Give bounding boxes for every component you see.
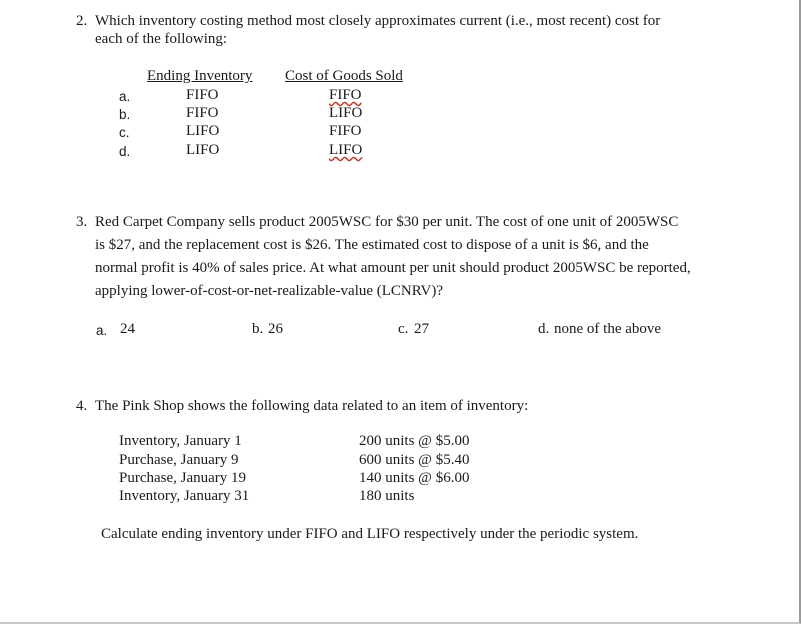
- q2-line-2: each of the following:: [95, 31, 228, 47]
- q2-row-c-cogs: FIFO: [329, 123, 362, 139]
- q3-option-a-value: 24: [120, 321, 135, 337]
- q2-col-cost-of-goods-sold: Cost of Goods Sold: [285, 68, 403, 84]
- q2-row-a-label: a.: [119, 89, 131, 104]
- q2-number: 2.: [76, 13, 88, 29]
- q4-item-1-value: 200 units @ $5.00: [359, 433, 470, 449]
- q3-option-d-value: none of the above: [554, 321, 662, 337]
- q2-row-c-ending: LIFO: [186, 123, 220, 139]
- q3-option-b-label: b.: [252, 321, 264, 337]
- q2-col-ending-inventory: Ending Inventory: [147, 68, 253, 84]
- q4-question: Calculate ending inventory under FIFO and LIFO respectively under the periodic system.: [101, 526, 639, 542]
- q3-line-1: Red Carpet Company sells product 2005WSC for $30 per unit. The cost of one unit of 2005WSC: [95, 214, 679, 230]
- q4-item-4-label: Inventory, January 31: [119, 488, 250, 504]
- q4-item-2-label: Purchase, January 9: [119, 452, 239, 468]
- q4-item-2-value: 600 units @ $5.40: [359, 452, 470, 468]
- q2-row-a-ending: FIFO: [186, 87, 219, 103]
- q3-option-d-label: d.: [538, 321, 550, 337]
- q2-row-b-cogs: LIFO: [329, 105, 363, 121]
- q3-line-3: normal profit is 40% of sales price. At what amount per unit should product 2005WSC be reported,: [95, 260, 691, 276]
- q2-row-d-label: d.: [119, 144, 131, 159]
- q4-intro: The Pink Shop shows the following data related to an item of inventory:: [95, 398, 529, 414]
- q2-row-b-ending: FIFO: [186, 105, 219, 121]
- q4-item-1-label: Inventory, January 1: [119, 433, 242, 449]
- q3-option-c-value: 27: [414, 321, 429, 337]
- q2-row-d-ending: LIFO: [186, 142, 220, 158]
- q3-number: 3.: [76, 214, 88, 230]
- q3-option-c-label: c.: [398, 321, 409, 337]
- q2-row-d-cogs: LIFO: [329, 142, 363, 158]
- q4-number: 4.: [76, 398, 88, 414]
- q4-item-3-label: Purchase, January 19: [119, 470, 247, 486]
- q2-row-b-label: b.: [119, 107, 131, 122]
- q2-row-c-label: c.: [119, 125, 130, 140]
- q3-option-b-value: 26: [268, 321, 283, 337]
- q3-line-4: applying lower-of-cost-or-net-realizable-value (LCNRV)?: [95, 283, 444, 299]
- q4-item-4-value: 180 units: [359, 488, 415, 504]
- q3-option-a-label: a.: [96, 323, 108, 338]
- q3-line-2: is $27, and the replacement cost is $26. The estimated cost to dispose of a unit is $6, and the: [95, 237, 649, 253]
- q4-item-3-value: 140 units @ $6.00: [359, 470, 470, 486]
- q2-line-1: Which inventory costing method most closely approximates current (i.e., most recent) cost for: [95, 13, 661, 29]
- q2-row-a-cogs: FIFO: [329, 87, 362, 103]
